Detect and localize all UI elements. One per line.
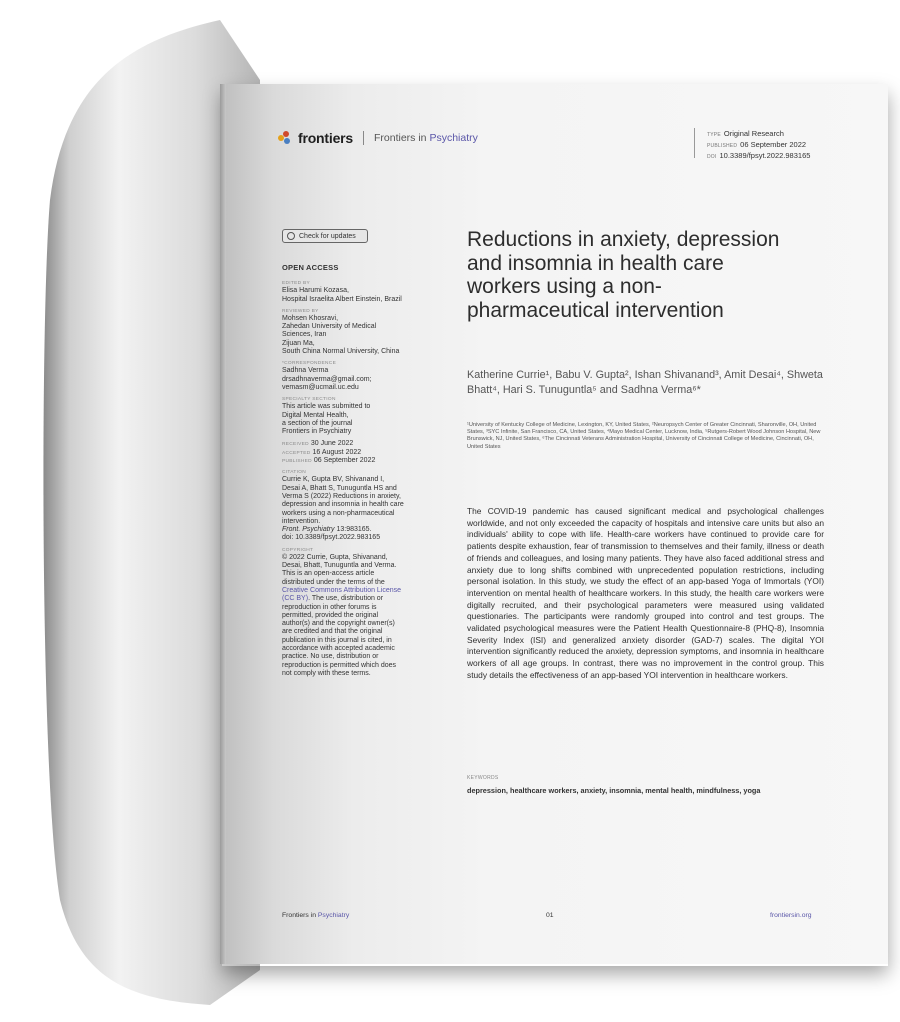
brand-name: frontiers — [298, 130, 353, 146]
footer-journal: Frontiers in Psychiatry — [282, 912, 350, 919]
email-link[interactable]: vemasm@ucmail.uc.edu — [282, 383, 359, 391]
article-meta: TYPE Original Research PUBLISHED 06 September 2022 DOI 10.3389/fpsyt.2022.983165 — [707, 129, 811, 160]
journal-header — [278, 130, 478, 146]
email-link[interactable]: drsadhnaverma@gmail.com; — [282, 375, 372, 383]
journal-name: Frontiers in Psychiatry — [374, 132, 478, 144]
article-sidebar: OPEN ACCESS EDITED BY Elisa Harumi Kozasa, Hospital Israelita Albert Einstein, Brazil REVIEWED BY Mohsen Khosravi, Zahedan University of Medical Sciences, Iran Zijuan Ma, South China Normal University, China *CORRESPONDENCE Sadhna Verma drsadhnaverma@gmail.com; vemasm@ucmail.uc.edu SPECIALTY SECTION This article was submitted to Digital Mental Health, a section of the journal Frontiers in Psychiatry RECEIVED 30 June 2022 ACCEPTED 16 August 2022 PUBLISHED 06 September 2022 CITATION Currie K, Gupta BV, Shivanand I, Desai A, Bhatt S, Tunuguntla HS and Verma S (2022) Reductions in anxiety, depression and insomnia in health care workers using a non-pharmaceutical intervention. Front. Psychiatry 13:983165. doi: 10.3389/fpsyt.2022.983165 COPYRIGHT © 2022 Currie, Gupta, Shivanand, Desai, Bhatt, Tunuguntla and Verma. This is an open-access article distributed under the terms of the Creative Commons Attribution License (CC BY). The use, distribution or reproduction in other forums is permitted, provided the original author(s) and the copyright owner(s) are credited and that the original publication in this journal is cited, in accordance with accepted academic practice. No use, distribution or reproduction is permitted which does not comply with these terms. — [282, 264, 432, 678]
header-divider — [363, 131, 364, 145]
license-link[interactable]: (CC BY) — [282, 595, 309, 603]
refresh-icon — [287, 232, 295, 240]
check-for-updates-button[interactable]: Check for updates — [282, 229, 368, 243]
keywords-label: KEYWORDS — [467, 775, 499, 781]
article-title: Reductions in anxiety, depression and insomnia in health care workers using a non-pharmaceutical intervention — [467, 228, 780, 322]
page-edge — [220, 84, 226, 964]
keywords: depression, healthcare workers, anxiety, insomnia, mental health, mindfulness, yoga — [467, 786, 761, 795]
meta-divider — [694, 128, 695, 158]
affiliations: ¹University of Kentucky College of Medicine, Lexington, KY, United States, ²Neuropsych Center of Greater Cincinnati, Sharonville, OH, United States, ³SYC Infinite, San Francisco, CA, United States, ⁴Mayo Medical Center, Lucknow, India, ⁵Rutgers-Robert Wood Johnson Hospital, New Brunswick, NJ, United States, ⁶The Cincinnati Veterans Administration Hospital, University of Cincinnati College of Medicine, Cincinnati, OH, United States — [467, 422, 821, 450]
footer-site-link[interactable]: frontiersin.org — [770, 912, 812, 919]
author-list: Katherine Currie¹, Babu V. Gupta², Ishan Shivanand³, Amit Desai⁴, Shweta Bhatt⁴, Hari S. Tunuguntla⁵ and Sadhna Verma⁶* — [467, 369, 823, 396]
frontiers-logo-icon — [278, 131, 292, 145]
open-access-label: OPEN ACCESS — [282, 263, 339, 272]
page-number: 01 — [546, 912, 554, 919]
abstract-text: The COVID-19 pandemic has caused significant medical and psychological challenges worldwide, and not only exceeded the capacity of hospitals and intensive care units but also an individuals' ability to cope with life. Health-care workers have continued to provide care for patients despite exhaustion, fear of transmission to themselves and their family, illness or death of friends and colleagues, and losing many patients. They have also faced additional stress and anxiety due to long shifts combined with unprecedented population restrictions, including personal isolation. In this study, we study the effect of an app-based Yoga of Immortals (YOI) intervention on mental health of healthcare workers. In this study, the health care workers were digitally recruited, and their psychological parameters were measured using validated questionaries. The participants were randomly grouped into control and test groups. The validated psychological measures were the Patient Health Questionnaire-8 (PHQ-8), Insomnia Severity Index (ISI) and generalized anxiety disorder (GAD-7) scales. The digital YOI intervention significantly reduced the anxiety, depression symptoms, and insomnia in healthcare workers of all age groups. In contrast, there was no improvement in the control group. This study details the effectiveness of an app-based YOI intervention in healthcare workers. — [467, 506, 824, 680]
license-link[interactable]: Creative Commons Attribution License — [282, 586, 402, 594]
